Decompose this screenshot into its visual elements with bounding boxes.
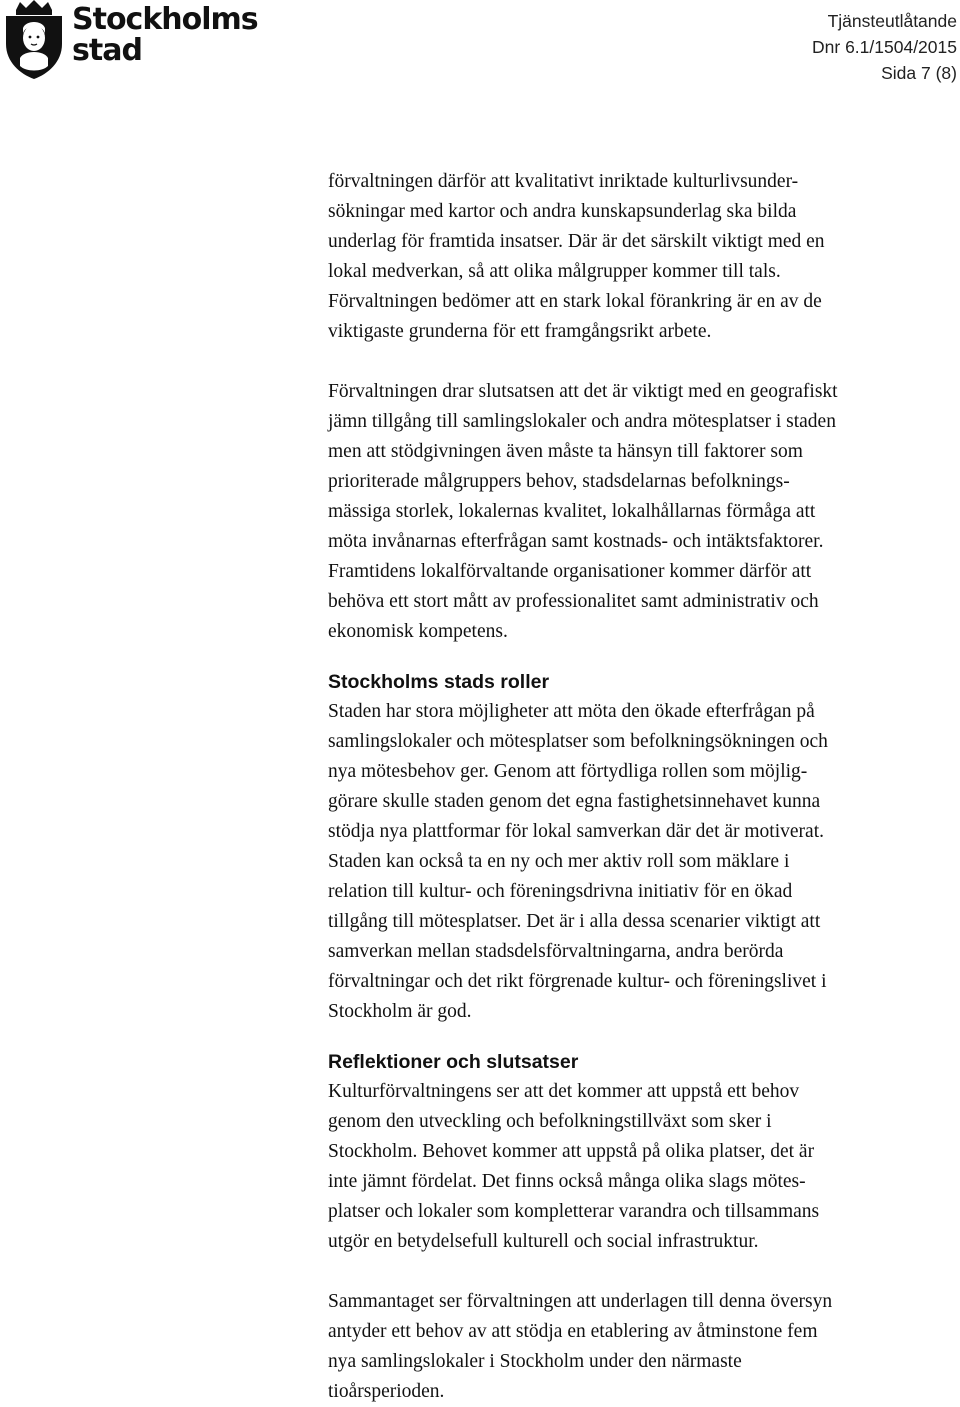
section-heading-roles: Stockholms stads roller (328, 671, 550, 693)
text-line: behöva ett stort mått av professionalitet samt administrativ och (328, 591, 819, 612)
text-line: möta invånarnas efterfrågan samt kostnads- och intäktsfaktorer. (328, 531, 824, 552)
logo-wordmark-line1: Stockholms (72, 2, 258, 37)
text-line: tioårsperioden. (328, 1381, 445, 1402)
logo-wordmark (72, 4, 258, 66)
text-line: relation till kultur- och föreningsdrivna initiativ för en ökad (328, 881, 793, 902)
document-type: Tjänsteutlåtande (827, 11, 957, 31)
section-heading-reflections: Reflektioner och slutsatser (328, 1051, 579, 1073)
document-number: Dnr 6.1/1504/2015 (812, 37, 957, 57)
text-line: men att stödgivningen även måste ta hänsyn till faktorer som (328, 441, 803, 462)
paragraph-5 (328, 1287, 956, 1407)
text-line: förvaltningen därför att kvalitativt inriktade kulturlivsunder- (328, 171, 799, 192)
text-line: Sammantaget ser förvaltningen att underlagen till denna översyn (328, 1291, 833, 1312)
text-line: sökningar med kartor och andra kunskapsunderlag ska bilda (328, 201, 797, 222)
text-line: nya mötesbehov ger. Genom att förtydliga rollen som möjlig- (328, 761, 808, 782)
text-line: jämn tillgång till samlingslokaler och andra mötesplatser i staden (328, 411, 836, 432)
text-line: platser och lokaler som kompletterar varandra och tillsammans (328, 1201, 820, 1222)
text-line: samverkan mellan stadsdelsförvaltningarna, andra berörda (328, 941, 784, 962)
text-line: genom den utveckling och befolkningstillväxt som sker i (328, 1111, 772, 1132)
logo-wordmark-line2: stad (72, 33, 142, 68)
text-line: Förvaltningen drar slutsatsen att det är viktigt med en geografiskt (328, 381, 838, 402)
text-line: utgör en betydelsefull kulturell och social infrastruktur. (328, 1231, 759, 1252)
text-line: ekonomisk kompetens. (328, 621, 508, 642)
text-line: förvaltningar och det rikt förgrenade kultur- och föreningslivet i (328, 971, 827, 992)
text-line: Framtidens lokalförvaltande organisationer kommer därför att (328, 561, 812, 582)
text-line: Förvaltningen bedömer att en stark lokal förankring är en av de (328, 291, 822, 312)
document-body (328, 167, 956, 1407)
text-line: Kulturförvaltningens ser att det kommer att uppstå ett behov (328, 1081, 800, 1102)
text-line: antyder ett behov av att stödja en etablering av åtminstone fem (328, 1321, 818, 1342)
paragraph-2 (328, 377, 956, 647)
paragraph-4 (328, 1077, 956, 1257)
text-line: Staden har stora möjligheter att möta den ökade efterfrågan på (328, 701, 815, 722)
page-number: Sida 7 (8) (881, 63, 957, 83)
text-line: mässiga storlek, lokalernas kvalitet, lokalhållarnas förmåga att (328, 501, 816, 522)
text-line: inte jämnt fördelat. Det finns också många olika slags mötes- (328, 1171, 806, 1192)
text-line: tillgång till mötesplatser. Det är i alla dessa scenarier viktigt att (328, 911, 821, 932)
text-line: Stockholm. Behovet kommer att uppstå på olika platser, det är (328, 1141, 815, 1162)
text-line: Staden kan också ta en ny och mer aktiv roll som mäklare i (328, 851, 790, 872)
text-line: lokal medverkan, så att olika målgrupper kommer till tals. (328, 261, 781, 282)
text-line: samlingslokaler och mötesplatser som befolkningsökningen och (328, 731, 828, 752)
stockholms-stad-logo (0, 0, 258, 82)
text-line: Stockholm är god. (328, 1001, 472, 1022)
text-line: viktigaste grunderna för ett framgångsrikt arbete. (328, 321, 712, 342)
city-crest-icon (2, 0, 66, 80)
text-line: nya samlingslokaler i Stockholm under den närmaste (328, 1351, 742, 1372)
text-line: underlag för framtida insatser. Där är det särskilt viktigt med en (328, 231, 825, 252)
paragraph-1 (328, 167, 956, 347)
text-line: stödja nya plattformar för lokal samverkan där det är motiverat. (328, 821, 824, 842)
text-line: prioriterade målgruppers behov, stadsdelarnas befolknings- (328, 471, 790, 492)
document-header-info (812, 8, 957, 86)
paragraph-3 (328, 697, 956, 1027)
text-line: görare skulle staden genom det egna fastighetsinnehavet kunna (328, 791, 821, 812)
